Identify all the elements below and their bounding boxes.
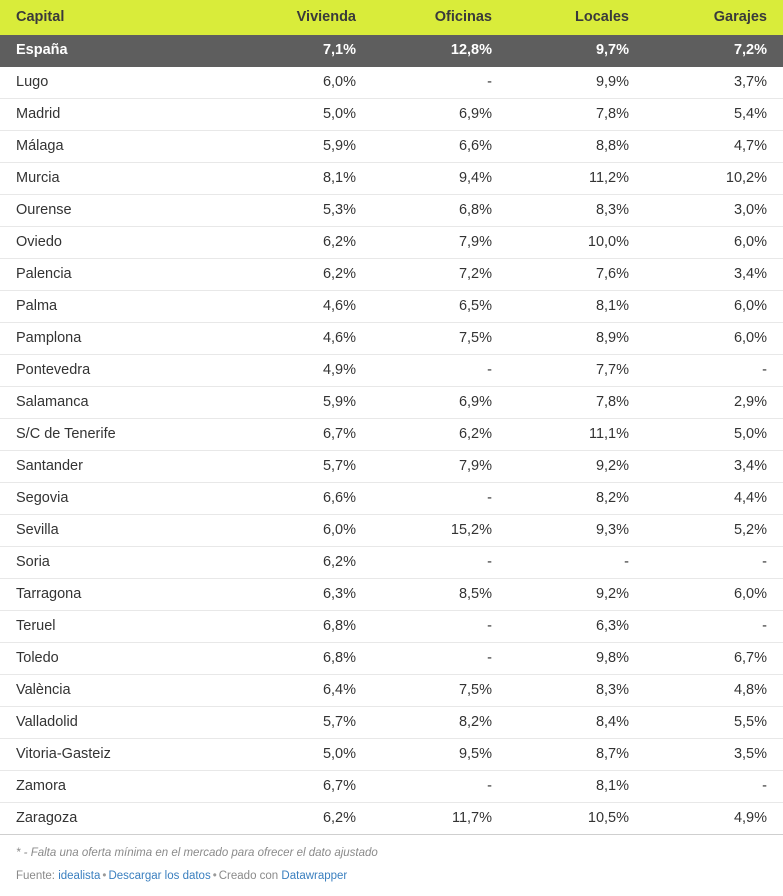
- cell-locales: 6,3%: [508, 611, 645, 643]
- cell-locales: 8,1%: [508, 291, 645, 323]
- cell-capital: Málaga: [0, 131, 236, 163]
- cell-oficinas: -: [372, 67, 508, 99]
- cell-garajes: 3,0%: [645, 195, 783, 227]
- cell-oficinas: 9,5%: [372, 739, 508, 771]
- cell-locales: 8,7%: [508, 739, 645, 771]
- table-row: [0, 291, 783, 323]
- cell-oficinas: 6,2%: [372, 419, 508, 451]
- cell-locales: 11,2%: [508, 163, 645, 195]
- cell-vivienda: 6,3%: [236, 579, 372, 611]
- cell-capital: Zaragoza: [0, 803, 236, 835]
- cell-capital: Zamora: [0, 771, 236, 803]
- cell-vivienda: 5,9%: [236, 131, 372, 163]
- cell-locales: 9,8%: [508, 643, 645, 675]
- cell-vivienda: 6,2%: [236, 259, 372, 291]
- table-row: [0, 451, 783, 483]
- table-row: [0, 675, 783, 707]
- cell-capital: Segovia: [0, 483, 236, 515]
- cell-locales: 7,6%: [508, 259, 645, 291]
- table-row: [0, 387, 783, 419]
- cell-capital: Pamplona: [0, 323, 236, 355]
- table-row: [0, 579, 783, 611]
- table-header: [0, 0, 783, 35]
- table-row: [0, 547, 783, 579]
- footer-separator-1: •: [102, 870, 107, 883]
- cell-locales: 9,7%: [508, 35, 645, 67]
- table-row-highlight: [0, 35, 783, 67]
- cell-garajes: 5,0%: [645, 419, 783, 451]
- cell-vivienda: 5,3%: [236, 195, 372, 227]
- cell-garajes: 4,8%: [645, 675, 783, 707]
- cell-vivienda: 6,0%: [236, 515, 372, 547]
- table-row: [0, 67, 783, 99]
- cell-locales: 8,8%: [508, 131, 645, 163]
- cell-vivienda: 4,6%: [236, 323, 372, 355]
- cell-oficinas: -: [372, 547, 508, 579]
- source-link[interactable]: idealista: [58, 870, 101, 883]
- table-row: [0, 323, 783, 355]
- column-header-vivienda[interactable]: Vivienda: [236, 0, 372, 35]
- cell-locales: 8,4%: [508, 707, 645, 739]
- cell-garajes: 7,2%: [645, 35, 783, 67]
- cell-capital: Salamanca: [0, 387, 236, 419]
- cell-vivienda: 5,7%: [236, 707, 372, 739]
- table-row: [0, 99, 783, 131]
- cell-vivienda: 5,0%: [236, 739, 372, 771]
- cell-locales: 10,5%: [508, 803, 645, 835]
- cell-garajes: 6,0%: [645, 227, 783, 259]
- cell-locales: 7,7%: [508, 355, 645, 387]
- cell-garajes: 10,2%: [645, 163, 783, 195]
- cell-oficinas: 7,9%: [372, 451, 508, 483]
- cell-oficinas: 7,5%: [372, 323, 508, 355]
- cell-garajes: 2,9%: [645, 387, 783, 419]
- cell-vivienda: 6,8%: [236, 611, 372, 643]
- cell-vivienda: 8,1%: [236, 163, 372, 195]
- column-header-garajes[interactable]: Garajes: [645, 0, 783, 35]
- cell-locales: 10,0%: [508, 227, 645, 259]
- cell-garajes: 6,0%: [645, 579, 783, 611]
- cell-oficinas: 6,9%: [372, 99, 508, 131]
- cell-capital: Oviedo: [0, 227, 236, 259]
- cell-garajes: 5,4%: [645, 99, 783, 131]
- cell-garajes: 3,4%: [645, 259, 783, 291]
- table-row: [0, 803, 783, 835]
- table-row: [0, 355, 783, 387]
- cell-vivienda: 6,4%: [236, 675, 372, 707]
- column-header-locales[interactable]: Locales: [508, 0, 645, 35]
- table-row: [0, 163, 783, 195]
- cell-oficinas: 15,2%: [372, 515, 508, 547]
- cell-garajes: -: [645, 611, 783, 643]
- cell-oficinas: 12,8%: [372, 35, 508, 67]
- cell-oficinas: -: [372, 355, 508, 387]
- footer-separator-2: •: [212, 870, 217, 883]
- cell-capital: España: [0, 35, 236, 67]
- table-row: [0, 131, 783, 163]
- cell-capital: València: [0, 675, 236, 707]
- cell-vivienda: 4,6%: [236, 291, 372, 323]
- cell-capital: Madrid: [0, 99, 236, 131]
- cell-vivienda: 5,7%: [236, 451, 372, 483]
- cell-locales: 7,8%: [508, 99, 645, 131]
- table-row: [0, 611, 783, 643]
- cell-oficinas: -: [372, 611, 508, 643]
- table-row: [0, 227, 783, 259]
- cell-garajes: -: [645, 771, 783, 803]
- cell-oficinas: 6,9%: [372, 387, 508, 419]
- table-row: [0, 739, 783, 771]
- table-row: [0, 195, 783, 227]
- cell-oficinas: 7,2%: [372, 259, 508, 291]
- cell-vivienda: 6,0%: [236, 67, 372, 99]
- cell-garajes: 3,5%: [645, 739, 783, 771]
- cell-locales: 9,2%: [508, 579, 645, 611]
- cell-oficinas: 8,2%: [372, 707, 508, 739]
- cell-vivienda: 6,2%: [236, 803, 372, 835]
- cell-oficinas: -: [372, 771, 508, 803]
- cell-capital: Lugo: [0, 67, 236, 99]
- cell-locales: 9,9%: [508, 67, 645, 99]
- table-body: [0, 35, 783, 835]
- cell-capital: Soria: [0, 547, 236, 579]
- table-row: [0, 515, 783, 547]
- cell-garajes: 4,7%: [645, 131, 783, 163]
- table-row: [0, 259, 783, 291]
- cell-vivienda: 6,2%: [236, 227, 372, 259]
- cell-garajes: 6,0%: [645, 323, 783, 355]
- cell-locales: 7,8%: [508, 387, 645, 419]
- cell-vivienda: 7,1%: [236, 35, 372, 67]
- cell-capital: Ourense: [0, 195, 236, 227]
- cell-oficinas: 6,5%: [372, 291, 508, 323]
- cell-locales: 8,3%: [508, 675, 645, 707]
- cell-vivienda: 5,9%: [236, 387, 372, 419]
- cell-garajes: 3,4%: [645, 451, 783, 483]
- cell-capital: S/C de Tenerife: [0, 419, 236, 451]
- cell-garajes: -: [645, 547, 783, 579]
- cell-oficinas: 8,5%: [372, 579, 508, 611]
- cell-locales: 11,1%: [508, 419, 645, 451]
- cell-garajes: 6,7%: [645, 643, 783, 675]
- cell-oficinas: 6,6%: [372, 131, 508, 163]
- cell-vivienda: 5,0%: [236, 99, 372, 131]
- cell-capital: Toledo: [0, 643, 236, 675]
- cell-locales: 8,9%: [508, 323, 645, 355]
- cell-garajes: 5,2%: [645, 515, 783, 547]
- cell-capital: Vitoria-Gasteiz: [0, 739, 236, 771]
- table-footnote: * - Falta una oferta mínima en el mercado para ofrecer el dato ajustado: [16, 847, 378, 859]
- cell-garajes: 4,4%: [645, 483, 783, 515]
- cell-capital: Teruel: [0, 611, 236, 643]
- cell-garajes: -: [645, 355, 783, 387]
- cell-vivienda: 4,9%: [236, 355, 372, 387]
- column-header-capital[interactable]: Capital: [0, 0, 236, 35]
- cell-vivienda: 6,8%: [236, 643, 372, 675]
- cell-capital: Santander: [0, 451, 236, 483]
- cell-garajes: 4,9%: [645, 803, 783, 835]
- source-label: Fuente:: [16, 870, 55, 883]
- cell-locales: 9,3%: [508, 515, 645, 547]
- cell-vivienda: 6,2%: [236, 547, 372, 579]
- cell-capital: Valladolid: [0, 707, 236, 739]
- header-row: [0, 0, 783, 35]
- cell-locales: 9,2%: [508, 451, 645, 483]
- table-row: [0, 707, 783, 739]
- cell-locales: 8,1%: [508, 771, 645, 803]
- cell-locales: 8,3%: [508, 195, 645, 227]
- cell-oficinas: 7,5%: [372, 675, 508, 707]
- cell-capital: Murcia: [0, 163, 236, 195]
- table-row: [0, 643, 783, 675]
- cell-vivienda: 6,7%: [236, 771, 372, 803]
- column-header-oficinas[interactable]: Oficinas: [372, 0, 508, 35]
- cell-oficinas: 7,9%: [372, 227, 508, 259]
- cell-oficinas: -: [372, 483, 508, 515]
- datawrapper-link[interactable]: Datawrapper: [281, 870, 348, 883]
- cell-garajes: 5,5%: [645, 707, 783, 739]
- cell-garajes: 3,7%: [645, 67, 783, 99]
- cell-oficinas: 11,7%: [372, 803, 508, 835]
- cell-capital: Palencia: [0, 259, 236, 291]
- created-with-label: Creado con: [218, 870, 279, 883]
- cell-capital: Tarragona: [0, 579, 236, 611]
- cell-garajes: 6,0%: [645, 291, 783, 323]
- cell-oficinas: 6,8%: [372, 195, 508, 227]
- cell-vivienda: 6,6%: [236, 483, 372, 515]
- cell-vivienda: 6,7%: [236, 419, 372, 451]
- table-row: [0, 771, 783, 803]
- table-row: [0, 419, 783, 451]
- cell-capital: Sevilla: [0, 515, 236, 547]
- cell-capital: Pontevedra: [0, 355, 236, 387]
- cell-oficinas: 9,4%: [372, 163, 508, 195]
- cell-locales: -: [508, 547, 645, 579]
- table-row: [0, 483, 783, 515]
- cell-locales: 8,2%: [508, 483, 645, 515]
- download-data-link[interactable]: Descargar los datos: [108, 870, 211, 883]
- cell-capital: Palma: [0, 291, 236, 323]
- cell-oficinas: -: [372, 643, 508, 675]
- chart-footer: [0, 862, 783, 895]
